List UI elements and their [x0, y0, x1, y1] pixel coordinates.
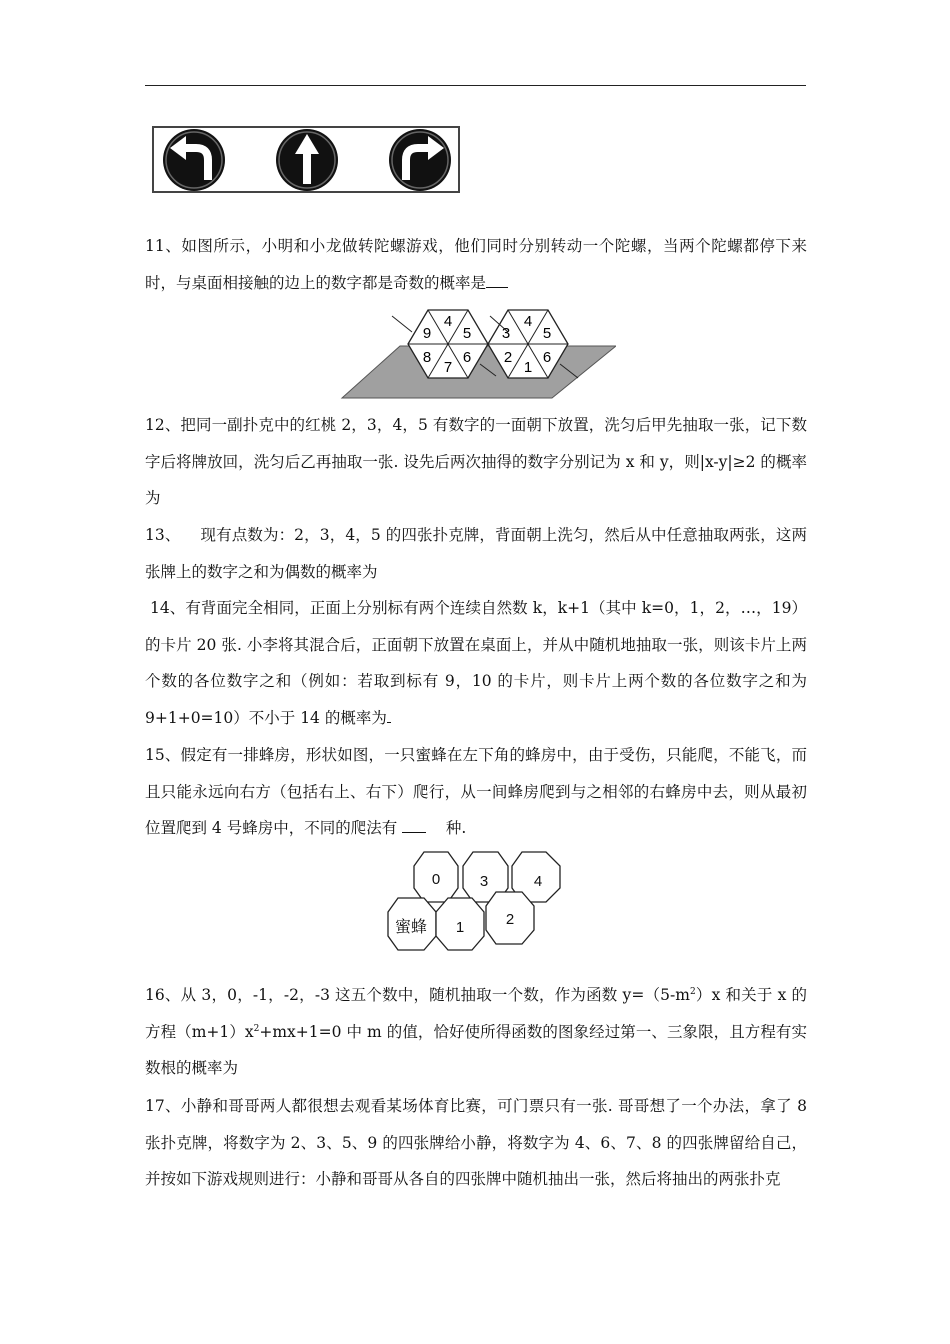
q11-text: 11、如图所示，小明和小龙做转陀螺游戏，他们同时分别转动一个陀螺，当两个陀螺都停下来时，与桌面相接触的边上的数字都是奇数的概率是	[145, 237, 807, 292]
q14-text: 14、有背面完全相同，正面上分别标有两个连续自然数 k，k+1（其中 k=0，1，2，…，19）的卡片 20 张. 小李将其混合后，正面朝下放置在桌面上，并从中随机地抽取一张，则该卡片上两个数的各位数字之和（例如：若取到标有 9，10 的卡片，则卡片上两个数的各位数字之和为 9+1+0=10）不小于 14 的概率为	[145, 599, 812, 727]
q14-answer-blank	[387, 722, 391, 723]
q15-text-after: 种.	[445, 819, 467, 837]
q15-answer-blank	[402, 832, 426, 833]
spinning-tops-figure	[340, 298, 616, 400]
turn-left-sign	[163, 129, 225, 191]
q11-answer-blank	[486, 287, 508, 288]
hive-label-4: 4	[533, 873, 543, 890]
q16-exponent-2: 2	[253, 1023, 260, 1034]
top1-face-6: 6	[462, 349, 472, 366]
q16-text-1: 16、从 3，0，-1，-2，-3 这五个数中，随机抽取一个数，作为函数 y=（5-m	[145, 986, 690, 1004]
question-14	[145, 590, 812, 736]
question-15	[145, 737, 807, 847]
top-right	[488, 310, 578, 378]
q16-text-2: ）x 和关于 x 的方程（m+1）x	[145, 986, 807, 1041]
q16-text-3: +mx+1=0 中 m 的值，恰好使所得函数的图象经过第一、三象限，且方程有实数根的概率为	[145, 1022, 808, 1077]
q16-exponent-1: 2	[689, 986, 696, 997]
header-rule	[145, 85, 806, 86]
top2-face-4: 4	[523, 313, 533, 330]
question-12	[145, 407, 807, 517]
question-11	[145, 228, 807, 301]
question-16	[145, 977, 807, 1087]
question-13	[145, 517, 807, 590]
hive-label-1: 1	[455, 919, 465, 936]
top2-face-1: 1	[523, 359, 533, 376]
top2-face-3: 3	[501, 325, 511, 342]
top1-face-8: 8	[422, 349, 432, 366]
straight-ahead-sign	[276, 129, 338, 191]
top2-face-5: 5	[542, 325, 552, 342]
honeycomb-figure	[384, 850, 566, 952]
hive-label-bee: 蜜蜂	[394, 919, 428, 936]
top1-face-4: 4	[443, 313, 453, 330]
traffic-signs-figure	[152, 126, 460, 193]
q15-text-before: 15、假定有一排蜂房，形状如图，一只蜜蜂在左下角的蜂房中，由于受伤，只能爬，不能飞，而且只能永远向右方（包括右上、右下）爬行，从一间蜂房爬到与之相邻的右蜂房中去，则从最初位置爬到 4 号蜂房中，不同的爬法有	[145, 746, 807, 837]
top2-face-6: 6	[542, 349, 552, 366]
top1-face-9: 9	[422, 325, 432, 342]
turn-right-sign	[389, 129, 451, 191]
q12-text: 12、把同一副扑克中的红桃 2，3，4，5 有数字的一面朝下放置，洗匀后甲先抽取一张，记下数字后将牌放回，洗匀后乙再抽取一张. 设先后两次抽得的数字分别记为 x 和 y，则|x-y|≥2 的概率为	[145, 416, 807, 507]
top1-face-7: 7	[443, 359, 453, 376]
q13-text: 13、 现有点数为：2，3，4，5 的四张扑克牌，背面朝上洗匀，然后从中任意抽取两张，这两张牌上的数字之和为偶数的概率为	[145, 526, 807, 581]
hive-label-0: 0	[431, 871, 441, 888]
hive-label-3: 3	[479, 873, 489, 890]
q17-text: 17、小静和哥哥两人都很想去观看某场体育比赛，可门票只有一张. 哥哥想了一个办法，拿了 8 张扑克牌，将数字为 2、3、5、9 的四张牌给小静，将数字为 4、6、7、8 的四张牌留给自己，并按如下游戏规则进行：小静和哥哥从各自的四张牌中随机抽出一张，然后将抽出的两张扑克	[145, 1097, 807, 1188]
question-17	[145, 1088, 807, 1198]
hive-label-2: 2	[505, 911, 515, 928]
top2-face-2: 2	[503, 349, 513, 366]
top1-face-5: 5	[462, 325, 472, 342]
